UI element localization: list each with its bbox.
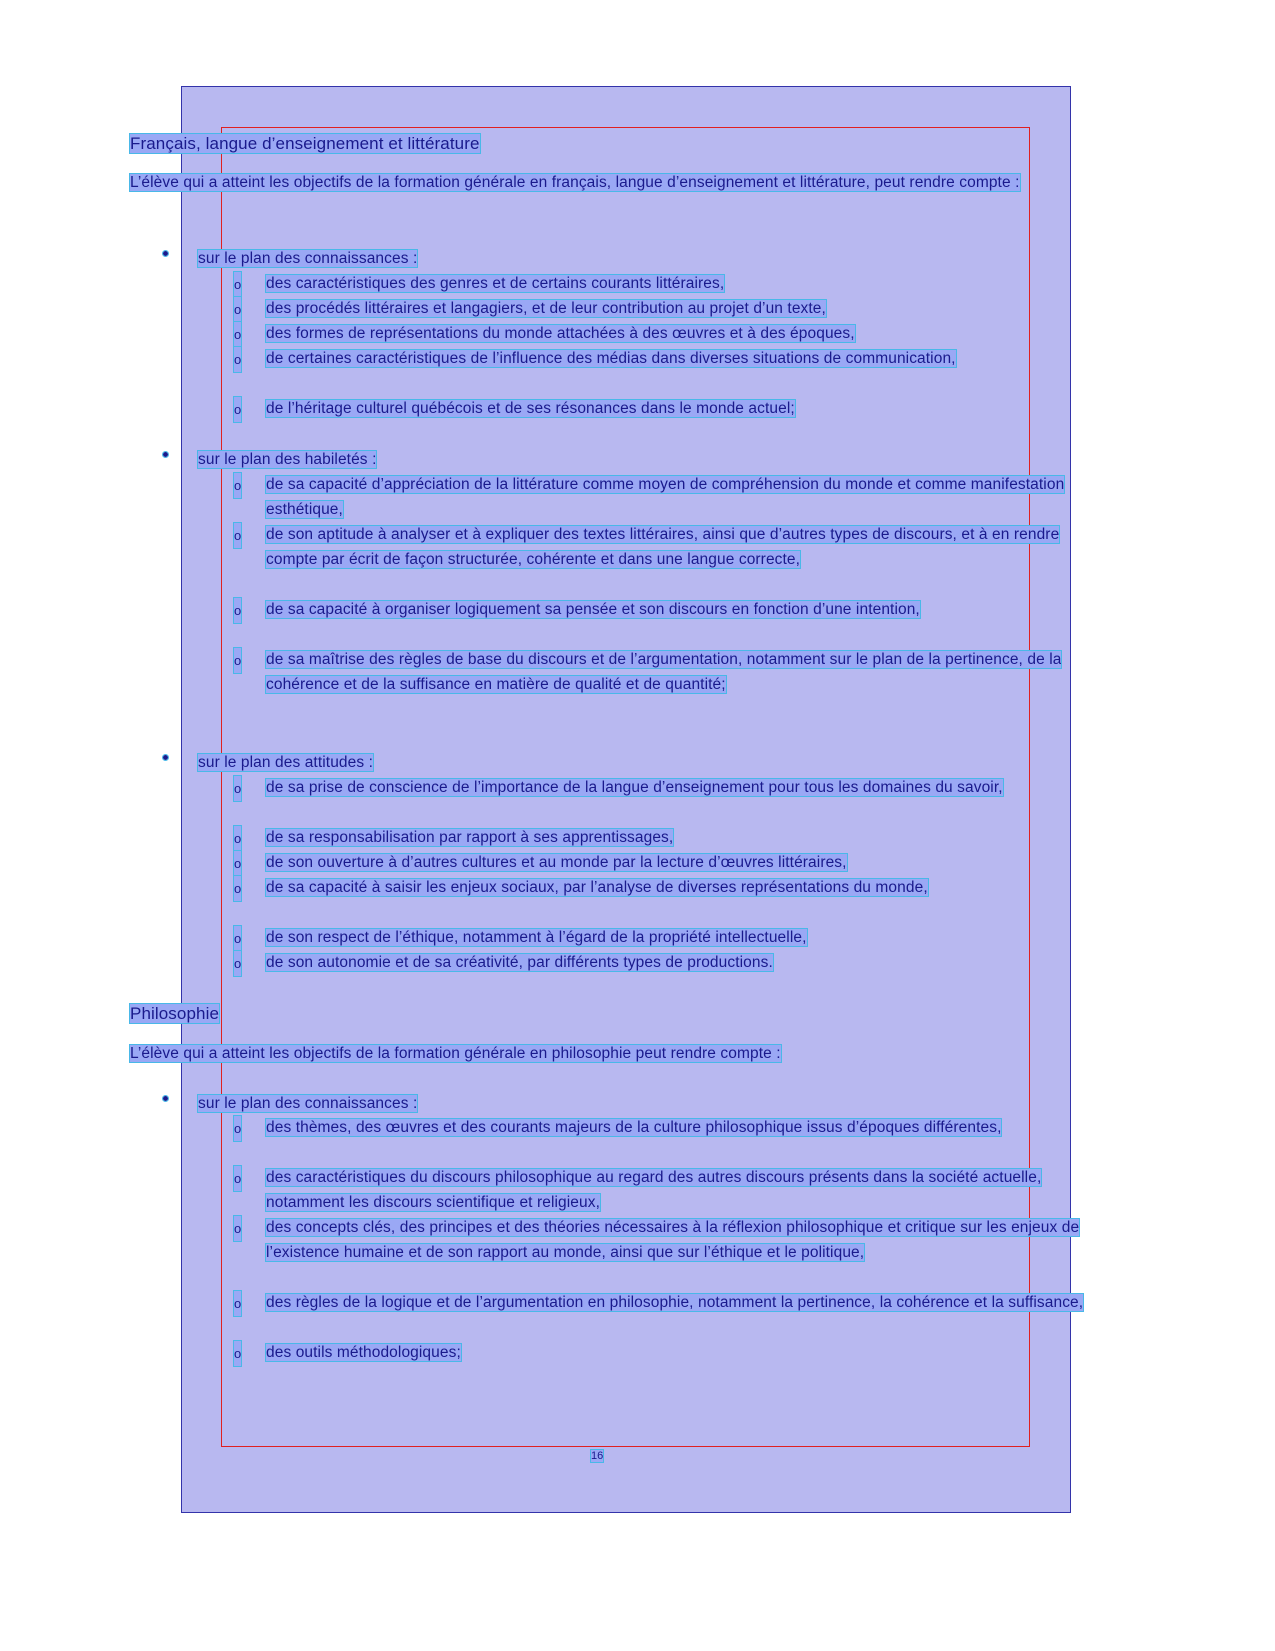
sub-item <box>234 1340 1084 1365</box>
sub-bullet-marker: o <box>234 776 241 801</box>
sub-bullet-marker: o <box>234 851 241 876</box>
sub-bullet-marker: o <box>234 1166 241 1191</box>
sub-item-text: de sa prise de conscience de l’importance de la langue d’enseignement pour tous les domaines du savoir, <box>266 779 1003 796</box>
sub-item-text: de sa capacité à organiser logiquement sa pensée et son discours en fonction d’une intention, <box>266 601 920 618</box>
sub-item <box>234 522 1084 572</box>
sub-item-text: de sa capacité à saisir les enjeux sociaux, par l’analyse de diverses représentations du monde, <box>266 879 928 896</box>
sub-item <box>234 296 1084 321</box>
sub-item-text: des caractéristiques des genres et de certains courants littéraires, <box>266 275 725 292</box>
sub-bullet-marker: o <box>234 397 241 422</box>
sub-bullet-marker: o <box>234 272 241 297</box>
sub-bullet-marker: o <box>234 1291 241 1316</box>
sub-item <box>234 321 1084 346</box>
sub-bullet-marker: o <box>234 1116 241 1141</box>
sub-item-text: des outils méthodologiques; <box>266 1344 461 1361</box>
sub-bullet-marker: o <box>234 1216 241 1241</box>
sub-bullet-marker: o <box>234 297 241 322</box>
bullet-item-habiletes-fr <box>163 447 376 472</box>
sub-item <box>234 1115 1084 1140</box>
section-heading-francais <box>130 131 690 156</box>
sub-item <box>234 875 1084 900</box>
sub-item <box>234 1290 1084 1315</box>
sub-item <box>234 775 1084 800</box>
sub-item-text: de son ouverture à d’autres cultures et au monde par la lecture d’œuvres littéraires, <box>266 854 847 871</box>
sub-item-text: des formes de représentations du monde attachées à des œuvres et à des époques, <box>266 325 855 342</box>
sub-bullet-marker: o <box>234 1341 241 1366</box>
bullet-label: sur le plan des attitudes : <box>198 754 374 771</box>
bullet-item-connaissances-philo <box>163 1091 417 1116</box>
bullet-item-attitudes-fr <box>163 750 373 775</box>
page-number <box>591 1450 603 1462</box>
sub-item <box>234 647 1084 697</box>
sub-item-text: des caractéristiques du discours philosophique au regard des autres discours présents dans la société actuelle, notamment les discours scientifique et religieux, <box>266 1169 1042 1211</box>
sub-item <box>234 472 1084 522</box>
sub-item-text: de son autonomie et de sa créativité, par différents types de productions. <box>266 954 773 971</box>
section-intro-philosophie <box>130 1041 1070 1066</box>
heading-text: Français, langue d’enseignement et littérature <box>130 134 480 153</box>
sub-bullet-marker: o <box>234 523 241 548</box>
intro-text: L’élève qui a atteint les objectifs de la formation générale en français, langue d’enseignement et littérature, peut rendre compte : <box>130 174 1020 191</box>
sub-item-text: des concepts clés, des principes et des théories nécessaires à la réflexion philosophique et critique sur les enjeux de l’existence humaine et de son rapport au monde, ainsi que sur l’éthique et le politique, <box>266 1219 1080 1261</box>
sub-bullet-marker: o <box>234 926 241 951</box>
bullet-dot-icon <box>163 1096 168 1101</box>
bullet-dot-icon <box>163 755 168 760</box>
sub-item-text: de certaines caractéristiques de l’influence des médias dans diverses situations de communication, <box>266 350 956 367</box>
sub-bullet-marker: o <box>234 876 241 901</box>
sub-item <box>234 396 1084 421</box>
section-heading-philosophie <box>130 1001 690 1026</box>
bullet-label: sur le plan des habiletés : <box>198 451 377 468</box>
intro-text: L’élève qui a atteint les objectifs de la formation générale en philosophie peut rendre compte : <box>130 1045 781 1062</box>
bullet-dot-icon <box>163 452 168 457</box>
sub-item-text: de sa maîtrise des règles de base du discours et de l’argumentation, notamment sur le plan de la pertinence, de la cohérence et de la suffisance en matière de qualité et de quantité; <box>266 651 1062 693</box>
sub-item <box>234 1215 1084 1265</box>
sub-item-text: des thèmes, des œuvres et des courants majeurs de la culture philosophique issus d’époques différentes, <box>266 1119 1002 1136</box>
sub-item <box>234 850 1084 875</box>
bullet-label: sur le plan des connaissances : <box>198 250 418 267</box>
sub-item-text: de son aptitude à analyser et à expliquer des textes littéraires, ainsi que d’autres types de discours, et à en rendre compte par écrit de façon structurée, cohérente et dans une langue correcte, <box>266 526 1060 568</box>
sub-item <box>234 597 1084 622</box>
bullet-dot-icon <box>163 251 168 256</box>
sub-item <box>234 1165 1084 1215</box>
sub-item-text: de sa responsabilisation par rapport à ses apprentissages, <box>266 829 674 846</box>
sub-item-text: des procédés littéraires et langagiers, et de leur contribution au projet d’un texte, <box>266 300 826 317</box>
sub-bullet-marker: o <box>234 322 241 347</box>
section-intro-francais <box>130 170 1070 195</box>
sub-item <box>234 271 1084 296</box>
sub-bullet-marker: o <box>234 598 241 623</box>
sub-bullet-marker: o <box>234 648 241 673</box>
sub-item <box>234 950 1084 975</box>
heading-text: Philosophie <box>130 1004 219 1023</box>
sub-item-text: de l’héritage culturel québécois et de ses résonances dans le monde actuel; <box>266 400 795 417</box>
sub-bullet-marker: o <box>234 473 241 498</box>
sub-item <box>234 925 1084 950</box>
bullet-item-connaissances-fr <box>163 246 417 271</box>
sub-item-text: des règles de la logique et de l’argumentation en philosophie, notamment la pertinence, la cohérence et la suffisance, <box>266 1294 1084 1311</box>
page-number-text: 16 <box>591 1450 604 1462</box>
sub-bullet-marker: o <box>234 347 241 372</box>
sub-bullet-marker: o <box>234 951 241 976</box>
sub-item-text: de sa capacité d’appréciation de la littérature comme moyen de compréhension du monde et comme manifestation esthétique, <box>266 476 1065 518</box>
sub-bullet-marker: o <box>234 826 241 851</box>
sub-item <box>234 346 1084 371</box>
bullet-label: sur le plan des connaissances : <box>198 1095 418 1112</box>
sub-item-text: de son respect de l’éthique, notamment à l’égard de la propriété intellectuelle, <box>266 929 807 946</box>
sub-item <box>234 825 1084 850</box>
